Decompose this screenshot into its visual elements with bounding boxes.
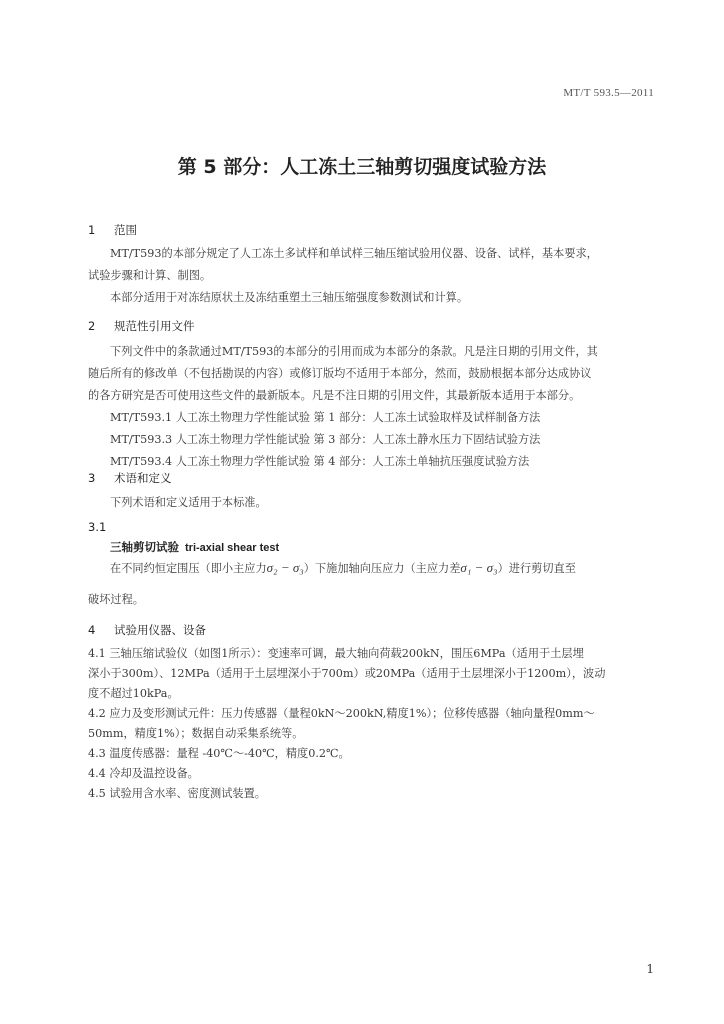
standard-code: MT/T 593.5—2011 bbox=[563, 87, 654, 99]
reference-item: MT/T593.3 人工冻土物理力学性能试验 第 3 部分：人工冻土静水压力下固结试验方法 bbox=[110, 433, 541, 446]
section-title: 范围 bbox=[114, 223, 137, 237]
paragraph-line: 本部分适用于对冻结原状土及冻结重塑土三轴压缩强度参数测试和计算。 bbox=[110, 291, 469, 304]
section-title: 规范性引用文件 bbox=[114, 319, 195, 333]
term-number: 3.1 bbox=[88, 520, 107, 534]
formula-stress-difference: σ₁ − σ₃ bbox=[460, 560, 498, 575]
reference-item: MT/T593.1 人工冻土物理力学性能试验 第 1 部分：人工冻土试验取样及试样制备方法 bbox=[110, 411, 541, 424]
section-2-body bbox=[88, 341, 656, 473]
clause-line: 深小于300m）、12MPa（适用于土层埋深小于700m）或20MPa（适用于土层埋深小于1200m），波动 bbox=[88, 667, 606, 680]
section-1-heading bbox=[88, 222, 137, 238]
paragraph-line: 的各方研究是否可使用这些文件的最新版本。凡是不注日期的引用文件，其最新版本适用于本部分。 bbox=[88, 389, 581, 402]
term-english: tri-axial shear test bbox=[185, 542, 280, 554]
section-number: 4 bbox=[88, 623, 96, 637]
definition-text: ）进行剪切直至 bbox=[497, 562, 576, 575]
definition-text: 在不同约恒定围压（即小主应力 bbox=[110, 562, 267, 575]
clause-line: 4.4 冷却及温控设备。 bbox=[88, 767, 199, 780]
section-title: 术语和定义 bbox=[114, 471, 172, 485]
section-4-body bbox=[88, 644, 656, 804]
section-2-heading bbox=[88, 318, 195, 334]
document-title: 第 5 部分：人工冻土三轴剪切强度试验方法 bbox=[177, 156, 547, 178]
section-number: 2 bbox=[88, 319, 96, 333]
paragraph-line: 下列文件中的条款通过MT/T593的本部分的引用而成为本部分的条款。凡是注日期的引用文件，其 bbox=[110, 345, 598, 358]
section-1-body bbox=[88, 243, 656, 309]
clause-line: 4.3 温度传感器：量程 -40℃～-40℃，精度0.2℃。 bbox=[88, 747, 350, 760]
paragraph-line: 下列术语和定义适用于本标准。 bbox=[110, 496, 267, 509]
clause-line: 度不超过10kPa。 bbox=[88, 687, 179, 700]
reference-item: MT/T593.4 人工冻土物理力学性能试验 第 4 部分：人工冻土单轴抗压强度试验方法 bbox=[110, 455, 530, 468]
clause-line: 4.1 三轴压缩试验仪（如图1所示）：变速率可调，最大轴向荷载200kN，围压6MPa（适用于土层埋 bbox=[88, 647, 584, 660]
term-definition-continued: 破坏过程。 bbox=[88, 593, 144, 606]
clause-line: 4.2 应力及变形测试元件：压力传感器（量程0kN～200kN,精度1%）；位移传感器（轴向量程0mm～ bbox=[88, 707, 595, 720]
section-3-heading bbox=[88, 470, 172, 486]
section-title: 试验用仪器、设备 bbox=[114, 623, 206, 637]
section-number: 3 bbox=[88, 471, 96, 485]
clause-line: 4.5 试验用含水率、密度测试装置。 bbox=[88, 787, 266, 800]
section-4-heading bbox=[88, 622, 206, 638]
paragraph-line: 随后所有的修改单（不包括勘误的内容）或修订版均不适用于本部分，然而，鼓励根据本部分达成协议 bbox=[88, 367, 592, 380]
paragraph-line: 试验步骤和计算、制图。 bbox=[88, 269, 212, 282]
formula-minor-stress: σ₂ − σ₃ bbox=[266, 560, 304, 575]
term-chinese: 三轴剪切试验 bbox=[110, 540, 179, 554]
section-number: 1 bbox=[88, 223, 96, 237]
clause-line: 50mm，精度1%）；数据自动采集系统等。 bbox=[88, 727, 304, 740]
page-number: 1 bbox=[646, 962, 654, 976]
term-entry bbox=[110, 539, 279, 555]
section-3-intro bbox=[88, 492, 656, 514]
definition-text: ）下施加轴向压应力（主应力差 bbox=[303, 562, 461, 575]
term-definition bbox=[110, 560, 576, 576]
paragraph-line: MT/T593的本部分规定了人工冻土多试样和单试样三轴压缩试验用仪器、设备、试样，基本要求， bbox=[110, 247, 598, 260]
